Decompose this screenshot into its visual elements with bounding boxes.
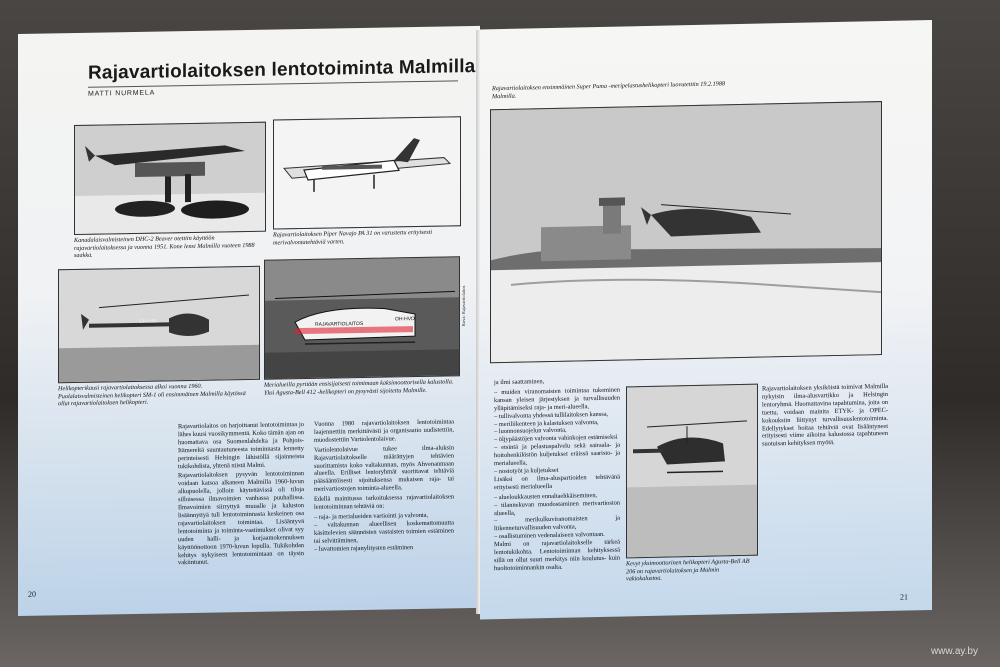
body-col4: Rajavartiolaitoksen yksiköistä toimivat Malmilla nykyisin ilma-alusvartikko ja Helsingin lentoryhmä. Huomattavina tapahtumina, joita on tuettu, voidaan mainita ETYK- ja OPEC- kokouksiin liittynyt turvallisuuslentotoiminta. Edellytykset hoitaa tehtäviä ovat lisääntyneet erityisesti viime aikoina kalustossa tapahtuneen suotuisan kehityksen myötä. bbox=[762, 382, 888, 448]
body-col3-list bbox=[494, 386, 620, 476]
body-column-1 bbox=[178, 421, 304, 570]
body-col1-p2: Rajavartiolaitoksen pysyvän lentotoiminnan voidaan katsoa alkaneen Malmilla 1960-luvun alkupuolella, jolloin käytettävissä oli tiloja silloisessa ilmavoimien vanhassa puuhallissa. Ilmavoimien siirryttyä muualle ja kaluston lisäännyttyä tuli lentotoiminnasta keskeinen osa rajavartiolaitoksen toimintaa. Lisääntyvä lentotoiminta ja toiminta-vaatimukset olivat syy uuden halli- ja korjaamokennuksen käyttöönottoon 1970-luvun lopulla. Tukikohdan kehitys nykyiseen lentotoimintaan on täysin vakiintunut. bbox=[178, 470, 304, 567]
body-col3-intro: ja ilmi saattaminen, bbox=[494, 378, 545, 387]
sm1-image bbox=[59, 267, 259, 382]
body-column-2 bbox=[314, 418, 454, 553]
page-number-left: 20 bbox=[28, 589, 36, 599]
body-col2-p3: Edellä mainitussa tarkoituksessa rajavartiolaitoksen lentotoiminnan tehtäviä on: bbox=[314, 493, 454, 511]
beaver-image bbox=[75, 123, 265, 234]
list-item: – meriliikenteen ja kalastuksen valvonta, bbox=[494, 418, 620, 429]
sm1-registration: OH-HRI bbox=[139, 318, 157, 325]
list-item: – nostotyöt ja kuljetukset bbox=[494, 466, 620, 477]
list-item: – öljypäästöjen valvonta vahinkojen estämiseksi bbox=[494, 434, 620, 445]
watermark: www.ay.by bbox=[930, 646, 978, 657]
photo-superpuma bbox=[490, 101, 882, 363]
list-item: – alueloukkausten ennaltaehkäiseminen, bbox=[494, 491, 620, 502]
caption-beaver: Kanadalaisvalmisteinen DHC-2 Beaver otettiin käyttöön rajavartiolaitoksessa ja vuonna 1951. Kone lensi Malmilla vuoteen 1988 saakka. bbox=[74, 234, 255, 260]
ab206-image bbox=[627, 385, 757, 558]
caption-superpuma: Rajavartiolaitoksen ensimmäinen Super Puma -meripelastushelikopteri luovutettiin 19.2.1988 Malmilla. bbox=[492, 80, 726, 100]
caption-sm1: Helikopterikausi rajavartiolaitoksessa alkoi vuonna 1960. Puolalaisvalmisteinen helikopteri SM-1 oli ensimmäinen Malmilla käytössä ollut rajavartiolaitoksen helikopteri. bbox=[58, 382, 246, 408]
body-col2-p1: Vuonna 1980 rajavartiolaitoksen lentotoimintaa laajennettiin merkittävästi ja organisaatio uudistettiin, muodostettiin Vartiolentolaivue. bbox=[314, 418, 454, 444]
list-item: – valtakunnan alueellisen koskemattomuutta käsittelevien säännösten vastaisten toimien estäminen tai selvittäminen, bbox=[314, 519, 454, 545]
list-item: – raja- ja merialueiden vartiointi ja valvonta, bbox=[314, 511, 454, 521]
photo-ab206 bbox=[626, 384, 758, 559]
body-col1-p1: Rajavartiolaitos on harjoittanut lentotoimintaa jo lähes kuusi vuosikymmentä. Koko tämän ajan on huomattava osa Suomenlahdelta ja Pohjois-Itämereltä suuntautuneesta toiminnasta lennetty perinteisesti Helsingin lähistöllä sijainneista tukikohdista, yhtenä niistä Malmi. bbox=[178, 421, 304, 470]
list-item: – luonnonsuojelun valvonta, bbox=[494, 426, 620, 437]
ab412-registration: OH-HVD bbox=[395, 316, 415, 323]
body-column-4 bbox=[762, 383, 888, 451]
body-column-3 bbox=[494, 377, 620, 575]
caption-ab206: Kevyt yksimoottorinen helikopteri Agusta-Bell AB 206 on rajavartiolaitoksen ja Malmin vakiokalustoa. bbox=[626, 557, 750, 583]
list-item: – tullivalvonta yhdessä tullilaitoksen kanssa, bbox=[494, 410, 620, 421]
body-col3-list2 bbox=[494, 491, 620, 541]
photo-sm1 bbox=[58, 266, 260, 384]
photo-credit: Kuva: Rajavartiolaitos bbox=[461, 285, 466, 327]
list-item: – osallistuminen vedenalaiseen valvontaan. bbox=[494, 531, 620, 542]
list-item: – etsintä ja pelastuspalvelu sekä sairaala- ja hoitohenkilöstön kuljetukset eräissä saaristo- ja merialueella, bbox=[494, 442, 620, 468]
caption-ab412: Merialueilla pyritään ensisijaisesti toimimaan kaksimoottorisella kalustolla. Yksi Agusta-Bell 412 -helikopteri on pysyvästi sijoitettu Malmille. bbox=[264, 378, 454, 397]
navajo-image bbox=[274, 117, 460, 228]
page-number-right: 21 bbox=[900, 592, 908, 602]
body-col2-list bbox=[314, 511, 454, 553]
list-item: – muiden viranomaisten toimintaa tukeminen kansan yleisen järjestyksen ja turvallisuuden ylläpitämiseksi raja- ja meri-alueella, bbox=[494, 386, 620, 412]
superpuma-image bbox=[491, 102, 881, 362]
caption-navajo: Rajavartiolaitoksen Piper Navajo PA 31 on varustettu erityisesti merivalvontatehtäviä varten. bbox=[273, 228, 433, 247]
right-page bbox=[480, 20, 932, 619]
body-col2-p2: Vartiolentolaivue tukee ilma-aluksin Rajavartiolaitokselle määrättyjen tehtävien suorittamista koko valtakunnan, myös Ahvenanmaan alueella. Erilliset lentoryhmät suorittavat tehtäviä pääsääntöisesti sijoituksensa mukaisen raja- tai merivartiostojen toiminta-alueella. bbox=[314, 444, 454, 494]
ab412-image bbox=[265, 257, 459, 378]
list-item: – merikulkuviranomaisten ja liikenneturvallisuuden valvonta, bbox=[494, 515, 620, 533]
article-title: Rajavartiolaitoksen lentotoiminta Malmilla bbox=[88, 56, 476, 84]
list-item: – tilannekuvan muodostaminen merivartioston alueella, bbox=[494, 499, 620, 517]
list-item: – luvattomien rajanylitysten estäminen bbox=[314, 543, 454, 553]
article-author: MATTI NURMELA bbox=[88, 89, 156, 98]
body-col3-end: Malmi on rajavartiolaitokselle tärkeä lentotukikohta. Lentotoiminnan kehityksessä sillä on ollut suuri merkitys niin koulutus- kuin huoltotoiminnankin osalta. bbox=[494, 538, 620, 573]
photo-ab412 bbox=[264, 256, 460, 379]
photo-navajo bbox=[273, 116, 461, 229]
photo-beaver bbox=[74, 122, 266, 235]
left-page bbox=[18, 26, 480, 616]
ab412-side-text: RAJAVARTIOLAITOS bbox=[315, 320, 364, 328]
body-col3-para: Lisäksi on ilma-aluspartioiden tehtävänä erityisesti merialueella bbox=[494, 473, 620, 491]
